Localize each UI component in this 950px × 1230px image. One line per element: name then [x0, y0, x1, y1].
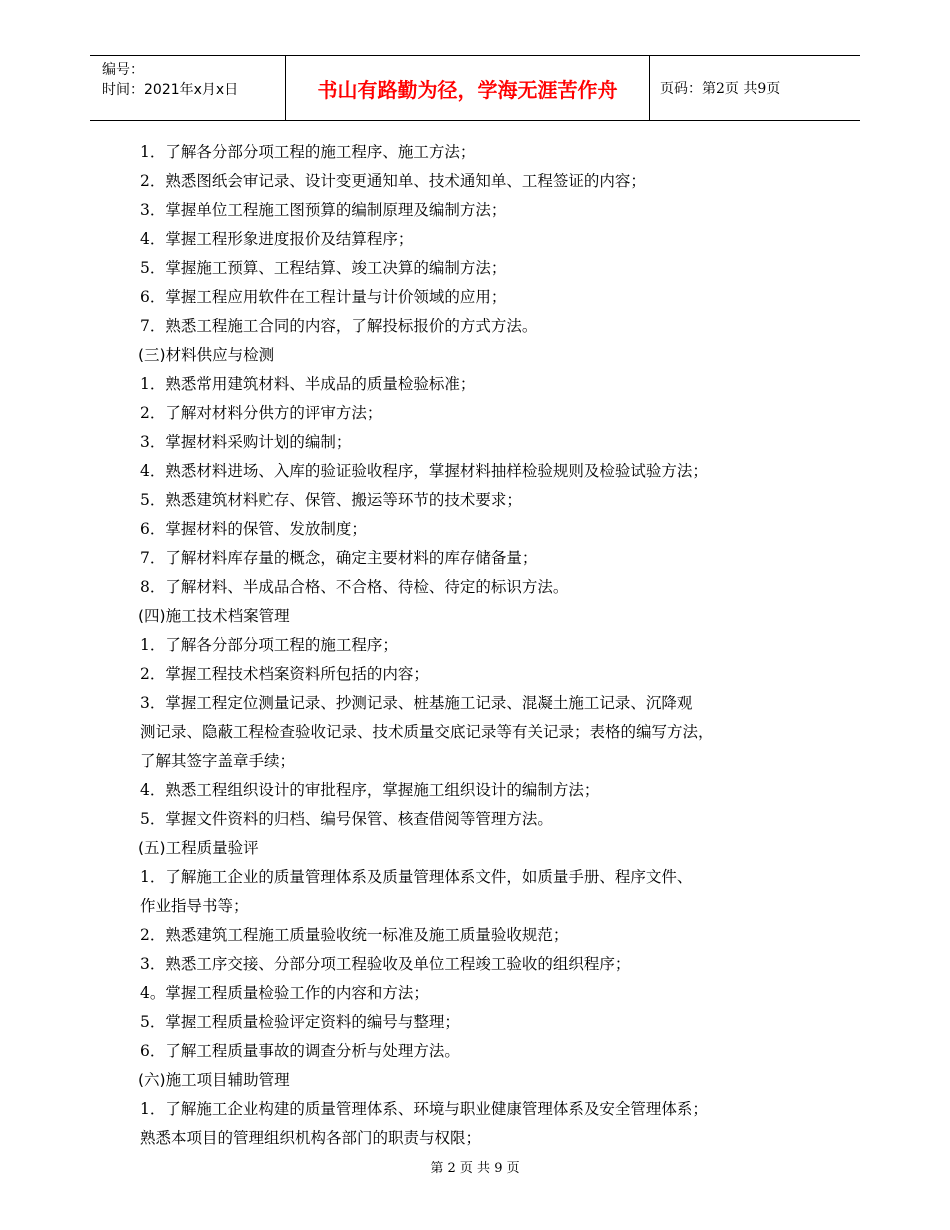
list-item: 4．掌握工程形象进度报价及结算程序；	[140, 230, 414, 248]
list-item: 3．熟悉工序交接、分部分项工程验收及单位工程竣工验收的组织程序；	[140, 955, 631, 973]
list-item: 2．熟悉图纸会审记录、设计变更通知单、技术通知单、工程签证的内容；	[140, 172, 646, 190]
list-item: 测记录、隐蔽工程检查验收记录、技术质量交底记录等有关记录；表格的编写方法，	[140, 723, 714, 741]
list-item: 1．了解各分部分项工程的施工程序、施工方法；	[140, 143, 476, 161]
list-item: 3．掌握材料采购计划的编制；	[140, 433, 352, 451]
list-item: 4．熟悉工程组织设计的审批程序，掌握施工组织设计的编制方法；	[140, 781, 600, 799]
time-label: 时间：2021年x月x日	[102, 82, 239, 98]
list-item: 3．掌握工程定位测量记录、抄测记录、桩基施工记录、混凝土施工记录、沉降观	[140, 694, 693, 712]
list-item: 5．掌握工程质量检验评定资料的编号与整理；	[140, 1013, 460, 1031]
header-meta	[90, 56, 286, 120]
list-item: 7．熟悉工程施工合同的内容，了解投标报价的方式方法。	[140, 317, 538, 335]
list-item: 4．熟悉材料进场、入库的验证验收程序，掌握材料抽样检验规则及检验试验方法；	[140, 462, 708, 480]
list-item: 6．掌握材料的保管、发放制度；	[140, 520, 367, 538]
number-label: 编号：	[102, 62, 144, 78]
header-page-info: 页码：第2页 共9页	[660, 81, 781, 97]
section-heading: (六)施工项目辅助管理	[138, 1071, 290, 1089]
list-item: 1．了解各分部分项工程的施工程序；	[140, 636, 398, 654]
section-heading: (四)施工技术档案管理	[138, 607, 290, 625]
list-item: 2．了解对材料分供方的评审方法；	[140, 404, 383, 422]
list-item: 熟悉本项目的管理组织机构各部门的职责与权限；	[140, 1129, 482, 1147]
list-item: 5．掌握施工预算、工程结算、竣工决算的编制方法；	[140, 259, 507, 277]
document-body	[140, 138, 830, 1153]
list-item: 6．掌握工程应用软件在工程计量与计价领域的应用；	[140, 288, 507, 306]
list-item: 1．了解施工企业的质量管理体系及质量管理体系文件，如质量手册、程序文件、	[140, 868, 693, 886]
list-item: 1．了解施工企业构建的质量管理体系、环境与职业健康管理体系及安全管理体系；	[140, 1100, 708, 1118]
list-item: 2．掌握工程技术档案资料所包括的内容；	[140, 665, 429, 683]
list-item: 了解其签字盖章手续；	[140, 752, 296, 770]
list-item: 4。掌握工程质量检验工作的内容和方法；	[140, 984, 429, 1002]
list-item: 2．熟悉建筑工程施工质量验收统一标准及施工质量验收规范；	[140, 926, 569, 944]
list-item: 6．了解工程质量事故的调查分析与处理方法。	[140, 1042, 460, 1060]
page-header	[90, 55, 860, 121]
list-item: 7．了解材料库存量的概念，确定主要材料的库存储备量；	[140, 549, 538, 567]
section-heading: (三)材料供应与检测	[138, 346, 275, 364]
list-item: 3．掌握单位工程施工图预算的编制原理及编制方法；	[140, 201, 507, 219]
list-item: 5．熟悉建筑材料贮存、保管、搬运等环节的技术要求；	[140, 491, 522, 509]
section-heading: (五)工程质量验评	[138, 839, 259, 857]
list-item: 作业指导书等；	[140, 897, 249, 915]
page-footer: 第 2 页 共 9 页	[430, 1161, 520, 1176]
header-motto: 书山有路勤为径，学海无涯苦作舟	[286, 56, 650, 120]
list-item: 5．掌握文件资料的归档、编号保管、核查借阅等管理方法。	[140, 810, 553, 828]
list-item: 1．熟悉常用建筑材料、半成品的质量检验标准；	[140, 375, 476, 393]
list-item: 8．了解材料、半成品合格、不合格、待检、待定的标识方法。	[140, 578, 569, 596]
